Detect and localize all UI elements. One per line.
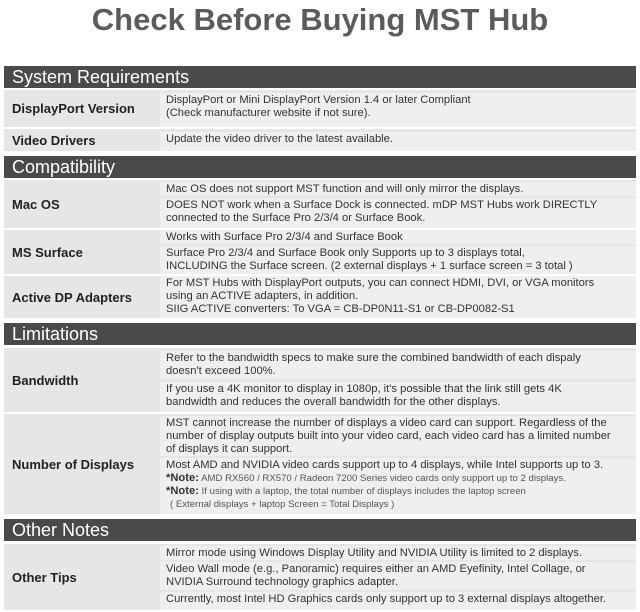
text-line: Mirror mode using Windows Display Utility and NVIDIA Utility is limited to 2 displays. xyxy=(166,547,582,559)
text-line: SIIG ACTIVE converters: To VGA = CB-DP0N11-S1 or CB-DP0082-S1 xyxy=(166,303,515,315)
row-label: DisplayPort Version xyxy=(4,90,156,127)
row-label: Other Tips xyxy=(4,544,156,610)
note-label: *Note: xyxy=(166,485,199,497)
cell-bandwidth-1 xyxy=(160,351,636,379)
cell-number-of-displays-1 xyxy=(160,416,636,456)
section-header-system-requirements: System Requirements xyxy=(4,66,636,88)
text-line: For MST Hubs with DisplayPort outputs, you can connect HDMI, DVI, or VGA monitors xyxy=(166,277,595,289)
text-line: INCLUDING the Surface screen. (2 external displays + 1 surface screen = 3 total ) xyxy=(166,260,573,272)
row-label: Number of Displays xyxy=(4,414,156,514)
row-label: Mac OS xyxy=(4,180,156,228)
text-line: bandwidth and reduces the overall bandwidth for the other displays. xyxy=(166,396,501,408)
text-line: Works with Surface Pro 2/3/4 and Surface Book xyxy=(166,231,403,243)
cell-number-of-displays-2 xyxy=(160,458,636,514)
page-title: Check Before Buying MST Hub xyxy=(91,2,549,37)
row-number-of-displays xyxy=(4,414,636,514)
cell-ms-surface-2 xyxy=(160,246,636,274)
row-label: Active DP Adapters xyxy=(4,276,156,318)
row-active-dp-adapters xyxy=(4,276,636,318)
cell-other-tips-1 xyxy=(160,546,636,560)
section-header-limitations: Limitations xyxy=(4,323,636,345)
row-bandwidth xyxy=(4,348,636,412)
text-line: Most AMD and NVIDIA video cards support up to 4 displays, while Intel supports up to 3. xyxy=(166,459,604,471)
text-line: Mac OS does not support MST function and will only mirror the displays. xyxy=(166,183,524,195)
section-header-other-notes: Other Notes xyxy=(4,519,636,541)
row-video-drivers xyxy=(4,129,636,151)
text-line: Refer to the bandwidth specs to make sure the combined bandwidth of each dispaly xyxy=(166,352,581,364)
text-line: Update the video driver to the latest available. xyxy=(166,133,393,145)
row-other-tips xyxy=(4,544,636,610)
cell-other-tips-2 xyxy=(160,562,636,590)
note-text: ( External displays + laptop Screen = Total Displays ) xyxy=(170,499,395,510)
text-line: Surface Pro 2/3/4 and Surface Book only Supports up to 3 displays total, xyxy=(166,247,525,259)
cell-video-drivers xyxy=(160,132,636,151)
note-text: If using with a laptop, the total number of displays includes the laptop screen xyxy=(198,486,526,497)
section-header-compatibility: Compatibility xyxy=(4,156,636,178)
row-ms-surface xyxy=(4,230,636,274)
cell-other-tips-3 xyxy=(160,592,636,610)
row-label: Bandwidth xyxy=(4,348,156,412)
cell-mac-os-1 xyxy=(160,182,636,196)
text-line: MST cannot increase the number of displays a video card can support. Regardless of the xyxy=(166,417,607,429)
cell-active-dp-adapters xyxy=(160,276,636,318)
row-label: MS Surface xyxy=(4,230,156,274)
text-line: Video Wall mode (e.g., Panoramic) requires either an AMD Eyefinity, Intel Collage, or xyxy=(166,563,586,575)
text-line: DOES NOT work when a Surface Dock is connected. mDP MST Hubs work DIRECTLY xyxy=(166,199,598,211)
text-line: Currently, most Intel HD Graphics cards only support up to 3 external displays altogether. xyxy=(166,593,607,605)
text-line: If you use a 4K monitor to display in 1080p, it's possible that the link still gets 4K xyxy=(166,383,562,395)
note-label: *Note: xyxy=(166,472,199,484)
row-mac-os xyxy=(4,180,636,228)
cell-displayport-version xyxy=(160,93,636,127)
row-label: Video Drivers xyxy=(4,129,156,151)
text-line: using an ACTIVE adapters, in addition. xyxy=(166,290,359,302)
text-line: number of display outputs built into your video card, each video card has a limited number xyxy=(166,430,611,442)
text-line: connected to the Surface Pro 2/3/4 or Surface Book. xyxy=(166,212,426,224)
text-line: NVIDIA Surround technology graphics adapter. xyxy=(166,576,398,588)
cell-bandwidth-2 xyxy=(160,382,636,412)
cell-ms-surface-1 xyxy=(160,230,636,244)
text-line: (Check manufacturer website if not sure). xyxy=(166,107,371,119)
row-displayport-version xyxy=(4,90,636,127)
text-line: of displays it can support. xyxy=(166,443,293,455)
text-line: DisplayPort or Mini DisplayPort Version 1.4 or later Compliant xyxy=(166,94,471,106)
text-line: doesn't exceed 100%. xyxy=(166,365,276,377)
note-line xyxy=(166,485,632,498)
note-line xyxy=(166,472,632,485)
cell-mac-os-2 xyxy=(160,198,636,228)
note-text: AMD RX560 / RX570 / Radeon 7200 Series video cards only support up to 2 displays. xyxy=(198,473,566,484)
